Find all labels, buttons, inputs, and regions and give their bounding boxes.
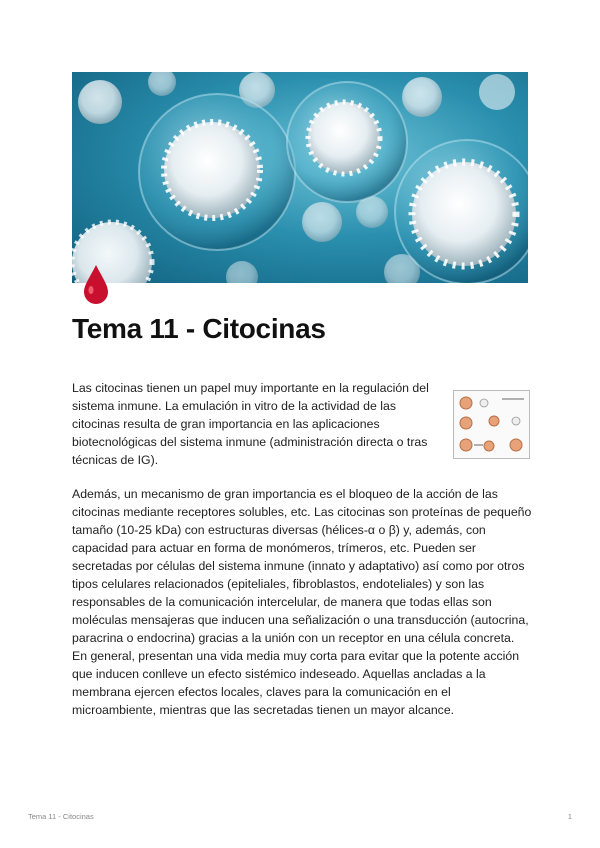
- footer-page-number: 1: [567, 812, 572, 821]
- footer-document-title: Tema 11 - Citocinas: [28, 812, 94, 821]
- cells-banner-image: [72, 72, 528, 283]
- body-paragraph: Además, un mecanismo de gran importancia es el bloqueo de la acción de las citocinas mediante receptores solubles, etc. Las citocinas son proteínas de pequeño tamaño (10-25 kDa) con estructuras diversas (hélices-α o β) y, además, con capacidad para actuar en forma de monómeros, trímeros, etc. Pueden ser secretadas por células del sistema inmune (innato y adaptativo) así como por otros tipos celulares relacionados (epiteliales, fibroblastos, endoteliales) y son las responsables de la comunicación intercelular, de manera que todas ellas son moléculas mensajeras que inducen una señalización o una transducción (autocrina, paracrina o endocrina) gracias a la unión con un receptor en una célula concreta. En general, presentan una vida media muy corta para evitar que la potente acción que inducen conlleve un efecto sistémico indeseado. Aquellas ancladas a la membrana ejercen efectos locales, claves para la comunicación en el microambiente, mientras que las secretadas tienen un mayor alcance.: [72, 487, 532, 717]
- page-title: Tema 11 - Citocinas: [72, 313, 326, 344]
- intro-paragraph: Las citocinas tienen un papel muy importante en la regulación del sistema inmune. La emulación in vitro de la actividad de las citocinas resulta de gran importancia en las aplicaciones biotecnológicas del sistema inmune (administración directa o tras técnicas de IG).: [72, 381, 429, 467]
- cytokine-diagram-thumbnail: [453, 390, 530, 459]
- cover-image: [72, 72, 528, 283]
- blood-drop-icon: [82, 263, 110, 305]
